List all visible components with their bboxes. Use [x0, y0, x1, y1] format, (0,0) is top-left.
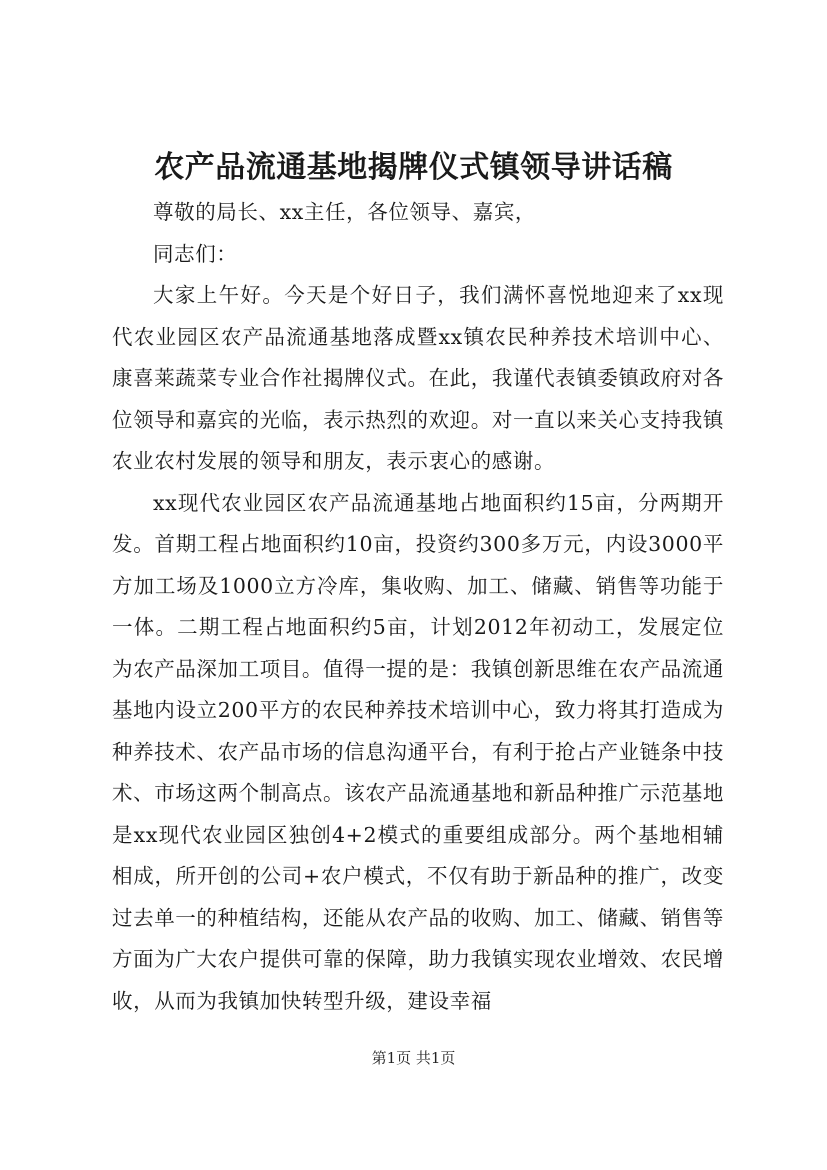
salutation-line: 尊敬的局长、xx主任，各位领导、嘉宾， — [153, 200, 537, 224]
page-footer: 第1页 共1页 — [371, 1049, 456, 1067]
body-paragraph: 大家上午好。今天是个好日子，我们满怀喜悦地迎来了xx现代农业园区农产品流通基地落成暨xx镇农民种养技术培训中心、康喜莱蔬菜专业合作社揭牌仪式。在此，我谨代表镇委镇政府对各位领导和嘉宾的光临，表示热烈的欢迎。对一直以来关心支持我镇农业农村发展的领导和朋友，表示衷心的感谢。 — [112, 283, 724, 473]
salutation-line: 同志们： — [153, 241, 238, 266]
document-title: 农产品流通基地揭牌仪式镇领导讲话稿 — [154, 150, 673, 185]
document-body — [112, 192, 724, 1022]
body-paragraph: xx现代农业园区农产品流通基地占地面积约15亩，分两期开发。首期工程占地面积约10亩，投资约300多万元，内设3000平方加工场及1000立方冷库，集收购、加工、储藏、销售等功能于一体。二期工程占地面积约5亩，计划2012年初动工，发展定位为农产品深加工项目。值得一提的是：我镇创新思维在农产品流通基地内设立200平方的农民种养技术培训中心，致力将其打造成为种养技术、农产品市场的信息沟通平台，有利于抢占产业链条中技术、市场这两个制高点。该农产品流通基地和新品种推广示范基地是xx现代农业园区独创4+2模式的重要组成部分。两个基地相辅相成，所开创的公司+农户模式，不仅有助于新品种的推广，改变过去单一的种植结构，还能从农产品的收购、加工、储藏、销售等方面为广大农户提供可靠的保障，助力我镇实现农业增效、农民增收，从而为我镇加快转型升级，建设幸福 — [112, 490, 724, 1013]
